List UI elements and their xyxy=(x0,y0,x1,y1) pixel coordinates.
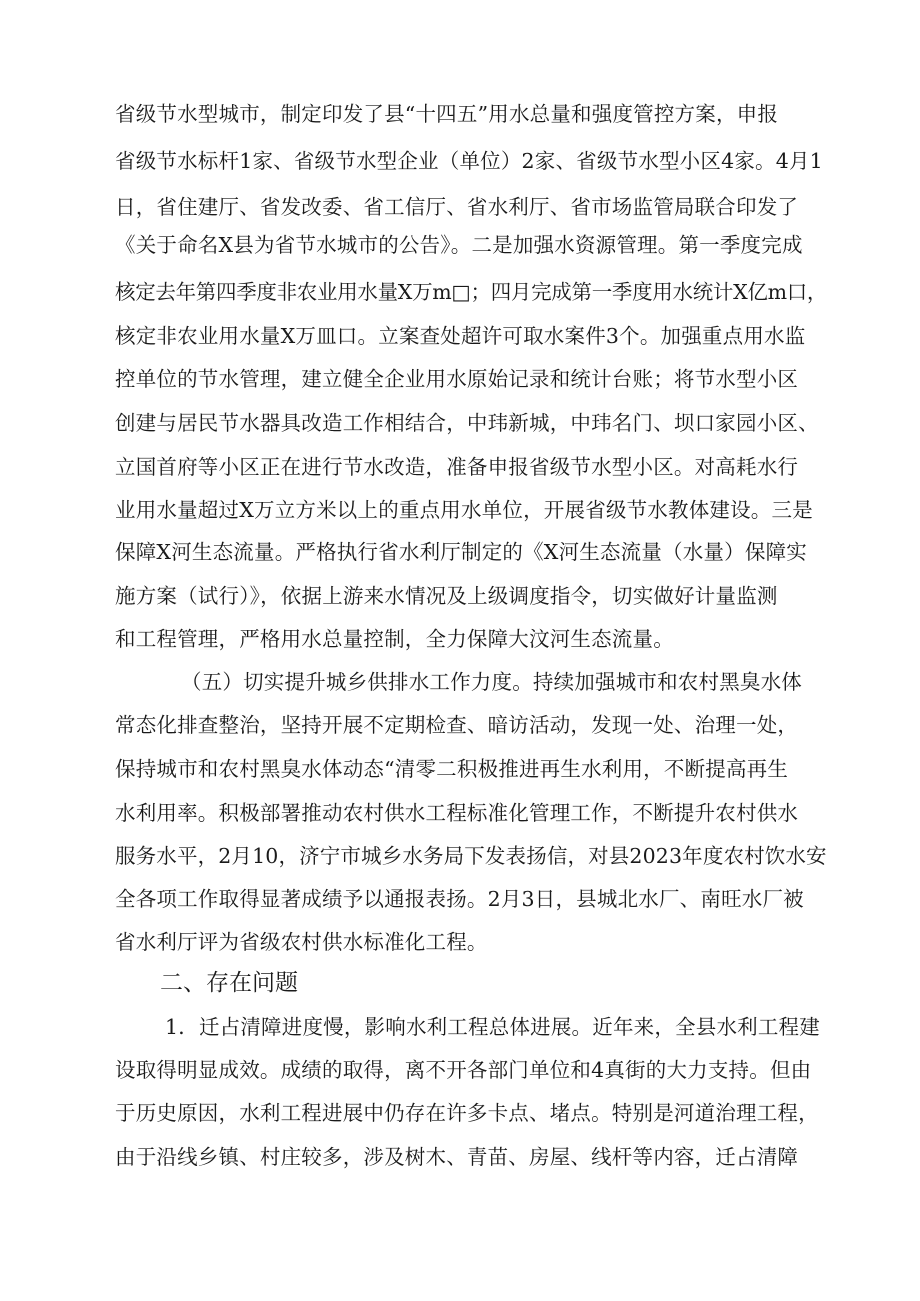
text-line: 核定去年第四季度非农业用水量X万m□；四月完成第一季度用水统计X亿m口， xyxy=(115,280,828,304)
text-line: 保障X河生态流量。严格执行省水利厅制定的《X河生态流量（水量）保障实 xyxy=(115,540,807,564)
text-line: 水利用率。积极部署推动农村供水工程标准化管理工作，不断提升农村供水 xyxy=(115,801,799,825)
text-line: 服务水平，2月10，济宁市城乡水务局下发表扬信，对县2023年度农村饮水安 xyxy=(115,844,827,868)
text-line: 全各项工作取得显著成绩予以通报表扬。2月3日，县城北水厂、南旺水厂被 xyxy=(115,887,804,911)
text-line: 业用水量超过X万立方米以上的重点用水单位，开展省级节水教体建设。三是 xyxy=(115,498,813,522)
text-line: 核定非农业用水量X万皿口。立案查处超许可取水案件3个。加强重点用水监 xyxy=(115,324,806,348)
text-line: 省级节水标杆1家、省级节水型企业（单位）2家、省级节水型小区4家。4月1 xyxy=(115,149,823,173)
text-line: 日，省住建厅、省发改委、省工信厅、省水利厅、省市场监管局联合印发了 xyxy=(115,195,799,219)
text-line: 由于沿线乡镇、村庄较多，涉及树木、青苗、房屋、线杆等内容，迁占清障 xyxy=(115,1145,799,1169)
text-line: 和工程管理，严格用水总量控制，全力保障大汶河生态流量。 xyxy=(115,627,674,651)
paragraph-first-line: 1．迁占清障进度慢，影响水利工程总体进展。近年来，全县水利工程建 xyxy=(165,1015,820,1039)
text-line: 控单位的节水管理，建立健全企业用水原始记录和统计台账；将节水型小区 xyxy=(115,367,799,391)
text-line: 常态化排查整治，坚持开展不定期检查、暗访活动，发现一处、治理一处， xyxy=(115,713,799,737)
text-line: 省级节水型城市，制定印发了县“十四五”用水总量和强度管控方案，申报 xyxy=(115,102,779,126)
paragraph-first-line: （五）切实提升城乡供排水工作力度。持续加强城市和农村黑臭水体 xyxy=(181,670,802,694)
text-line: 省水利厅评为省级农村供水标准化工程。 xyxy=(115,930,488,954)
text-line: 创建与居民节水器具改造工作相结合，中玮新城，中玮名门、坝口家园小区、 xyxy=(115,411,819,435)
text-line: 施方案（试行）》，依据上游来水情况及上级调度指令，切实做好计量监测 xyxy=(115,584,778,608)
text-line: 于历史原因，水利工程进展中仍存在许多卡点、堵点。特别是河道治理工程， xyxy=(115,1101,819,1125)
text-line: 设取得明显成效。成绩的取得，离不开各部门单位和4真街的大力支持。但由 xyxy=(115,1058,812,1082)
text-line: 保持城市和农村黑臭水体动态“清零二积极推进再生水利用，不断提高再生 xyxy=(115,757,789,781)
text-line: 《关于命名X县为省节水城市的公告》。二是加强水资源管理。第一季度完成 xyxy=(115,233,803,257)
section-heading: 二、存在问题 xyxy=(160,970,298,996)
text-line: 立国首府等小区正在进行节水改造，准备申报省级节水型小区。对高耗水行 xyxy=(115,455,799,479)
